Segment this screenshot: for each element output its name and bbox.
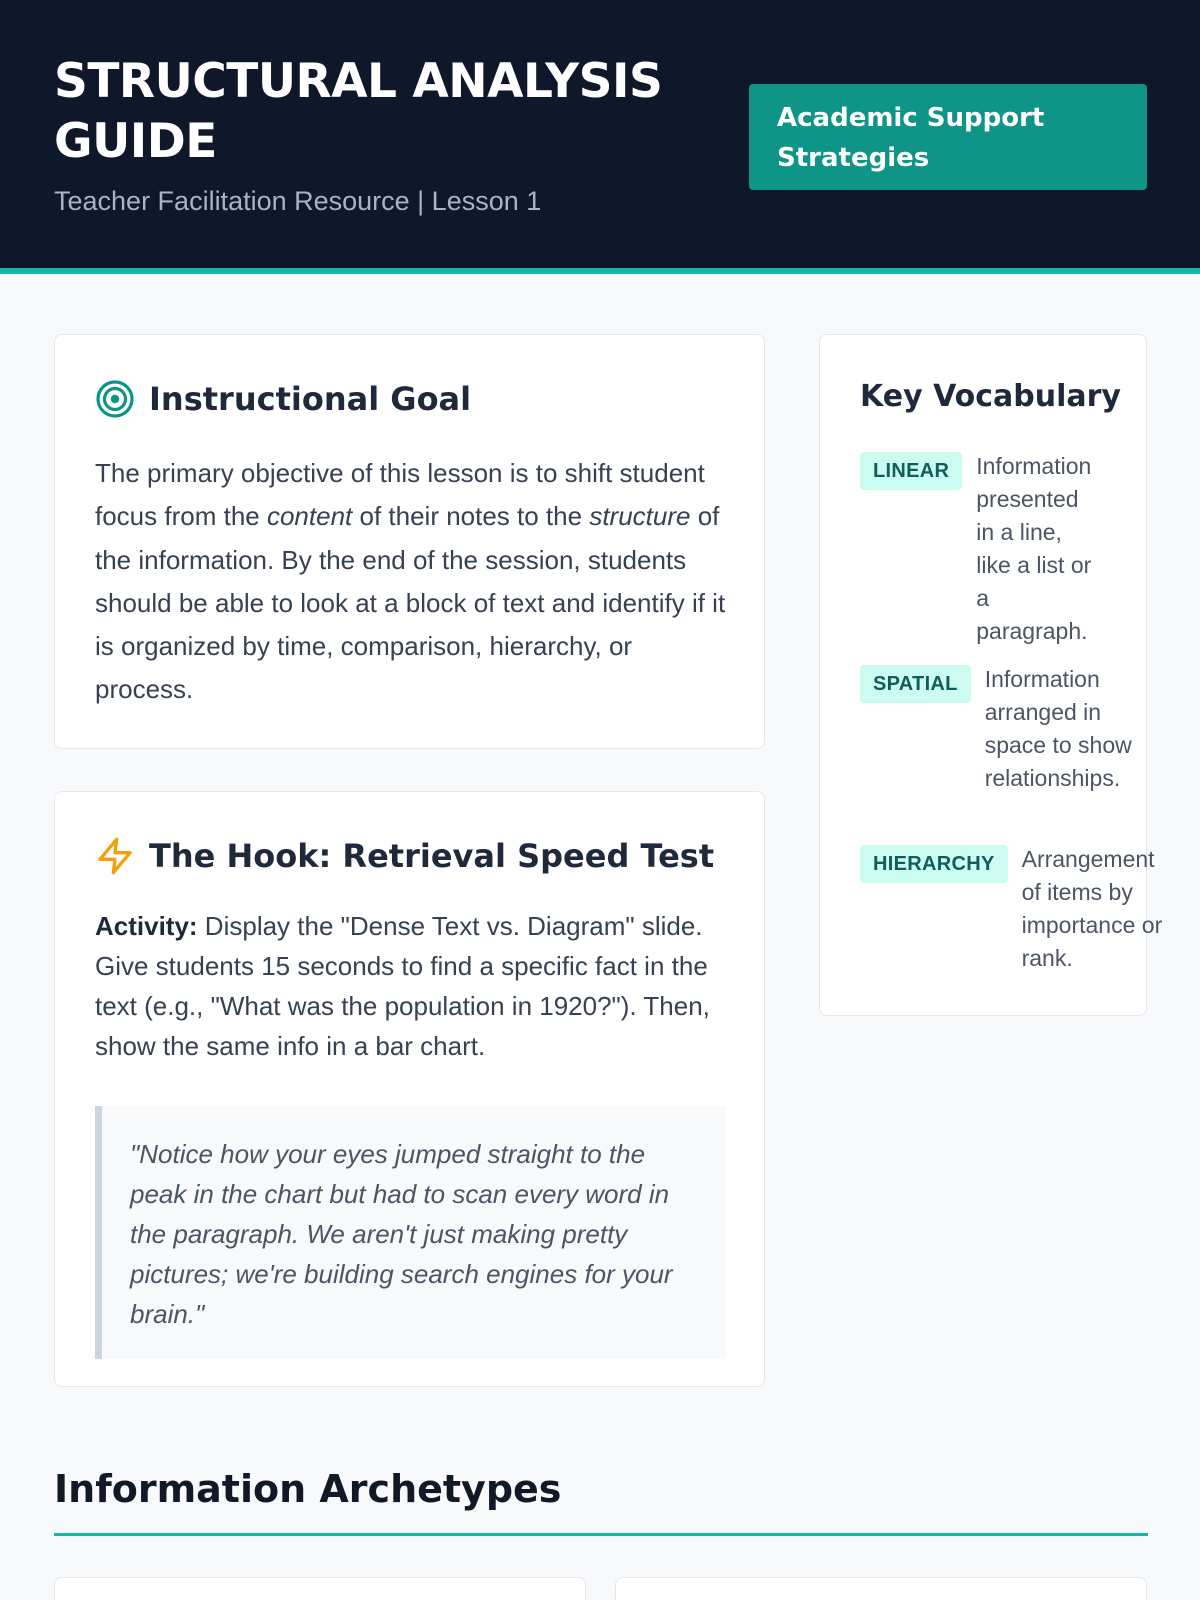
- hook-activity-text: Activity: Display the "Dense Text vs. Diagram" slide. Give students 15 seconds to find a specific fact in the text (e.g., "What was the population in 1920?"). Then, show the same info in a bar chart.: [95, 911, 710, 1061]
- vocab-item-spatial: [860, 663, 1137, 795]
- instructional-goal-title: Instructional Goal: [149, 380, 472, 418]
- vocab-term: SPATIAL: [860, 665, 971, 703]
- section-divider: [54, 1533, 1148, 1536]
- archetype-card: [54, 1577, 586, 1600]
- key-vocabulary-heading: Key Vocabulary: [860, 379, 1121, 414]
- hook-heading: [95, 832, 714, 880]
- page-header: [0, 0, 1200, 274]
- target-icon: [95, 379, 135, 419]
- instructional-goal-text: The primary objective of this lesson is to shift student focus from the content of their notes to the structure of the information. By the end of the session, students should be able to look at a block of text and identify if it is organized by time, comparison, hierarchy, or process.: [95, 458, 726, 705]
- page-title: STRUCTURAL ANALYSIS GUIDE: [54, 54, 663, 169]
- vocab-item-hierarchy: [860, 843, 1172, 975]
- lightning-icon: [95, 836, 135, 876]
- activity-label: Activity:: [95, 911, 198, 941]
- vocab-definition: Information presented in a line, like a list or a paragraph.: [976, 453, 1092, 644]
- vocab-term: LINEAR: [860, 452, 962, 490]
- teacher-quote: "Notice how your eyes jumped straight to the peak in the chart but had to scan every word in the paragraph. We aren't just making pretty pictures; we're building search engines for your brain.": [95, 1106, 726, 1359]
- hook-title: The Hook: Retrieval Speed Test: [149, 837, 715, 875]
- hook-card: [54, 791, 765, 1387]
- vocab-item-linear: [860, 450, 1102, 648]
- page-subtitle: Teacher Facilitation Resource | Lesson 1: [54, 186, 542, 216]
- emphasis-structure: structure: [589, 501, 691, 532]
- vocab-definition: Information arranged in space to show relationships.: [984, 666, 1132, 791]
- instructional-goal-heading: [95, 375, 471, 423]
- vocab-definition: Arrangement of items by importance or rank.: [1021, 846, 1163, 971]
- category-badge: Academic Support Strategies: [749, 84, 1147, 190]
- archetypes-section-title: Information Archetypes: [54, 1467, 562, 1511]
- vocab-term: HIERARCHY: [860, 845, 1008, 883]
- instructional-goal-card: [54, 334, 765, 749]
- emphasis-content: content: [266, 501, 353, 532]
- key-vocabulary-card: [819, 334, 1163, 1016]
- archetype-card: [615, 1577, 1147, 1600]
